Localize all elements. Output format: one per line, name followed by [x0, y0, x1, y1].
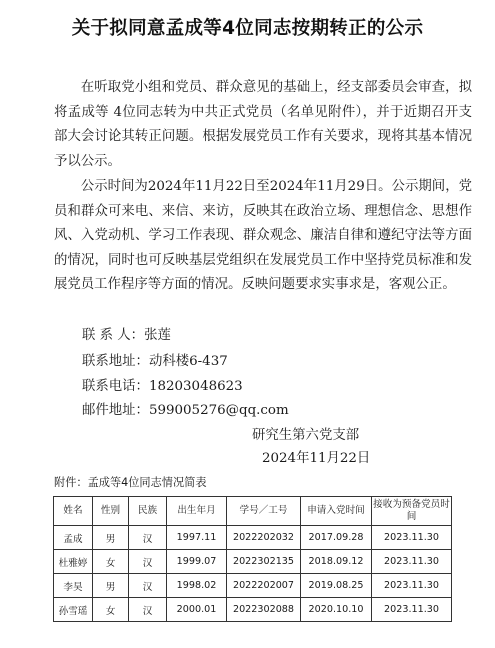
col-header-apply-date: 申请入党时间: [301, 497, 372, 526]
members-table: [53, 496, 452, 622]
contact-person-line: [82, 324, 171, 343]
table-cell: 2018.09.12: [301, 550, 372, 574]
col-header-gender: 性别: [93, 497, 129, 526]
signature-date: 2024年11月22日: [262, 451, 371, 466]
table-cell: 李昊: [54, 574, 93, 598]
table-cell: 1997.11: [167, 526, 227, 550]
contact-person-label: 联 系 人：: [82, 328, 145, 343]
table-cell: 2023.11.30: [372, 574, 452, 598]
body-paragraph-2: 公示时间为2024年11月22日至2024年11月29日。公示期间，党员和群众可来电、来信、来访，反映其在政治立场、理想信念、思想作风、入党动机、学习工作表现、群众观念、廉洁自律和遵纪守法等方面的情况，同时也可反映基层党组织在发展党员工作中坚持党员标准和发展党员工作程序等方面的情况。反映问题要求实事求是，客观公正。: [54, 179, 472, 293]
table-cell: 2019.08.25: [301, 574, 372, 598]
table-cell: 2022202032: [227, 526, 301, 550]
table-cell: 孙雪瑶: [54, 598, 93, 622]
table-cell: 1999.07: [167, 550, 227, 574]
contact-email-label: 邮件地址：: [82, 403, 149, 418]
body-paragraph-1: 在听取党小组和党员、群众意见的基础上，经支部委员会审查，拟将孟成等 4位同志转为中共正式党员（名单见附件），并于近期召开支部大会讨论其转正问题。根据发展党员工作有关要求，现将其基本情况予以公示。: [54, 80, 472, 169]
attachment-title: 附件：孟成等4位同志情况简表: [54, 476, 207, 489]
table-cell: 2000.01: [167, 598, 227, 622]
table-cell: 汉: [129, 526, 167, 550]
table-cell: 男: [93, 526, 129, 550]
table-cell: 汉: [129, 598, 167, 622]
table-row: [54, 574, 452, 598]
table-cell: 杜雅婷: [54, 550, 93, 574]
col-header-probation-date: 接收为预备党员时间: [372, 497, 452, 526]
table-cell: 1998.02: [167, 574, 227, 598]
contact-phone-line: [82, 375, 243, 394]
col-header-name: 姓名: [54, 497, 93, 526]
table-cell: 2020.10.10: [301, 598, 372, 622]
table-cell: 2023.11.30: [372, 550, 452, 574]
table-cell: 孟成: [54, 526, 93, 550]
col-header-birth: 出生年月: [167, 497, 227, 526]
table-cell: 2023.11.30: [372, 526, 452, 550]
contact-address-label: 联系地址：: [82, 354, 149, 369]
contact-address-value: 动科楼6-437: [148, 354, 228, 369]
contact-phone-value: 18203048623: [148, 379, 243, 394]
contact-person-value: 张莲: [144, 328, 171, 343]
table-cell: 女: [93, 550, 129, 574]
table-row: [54, 526, 452, 550]
notice-title: 关于拟同意孟成等4位同志按期转正的公示: [71, 18, 424, 39]
table-cell: 女: [93, 598, 129, 622]
table-cell: 2022202007: [227, 574, 301, 598]
contact-address-line: [82, 350, 228, 369]
table-cell: 2022302135: [227, 550, 301, 574]
table-cell: 汉: [129, 574, 167, 598]
contact-email-line: [82, 399, 289, 418]
col-header-id: 学号／工号: [227, 497, 301, 526]
table-row: [54, 598, 452, 622]
table-cell: 2023.11.30: [372, 598, 452, 622]
table-header-row: [54, 497, 452, 526]
table-cell: 2022302088: [227, 598, 301, 622]
contact-email-value: 599005276@qq.com: [148, 403, 289, 418]
signature-org: 研究生第六党支部: [252, 428, 360, 443]
table-row: [54, 550, 452, 574]
col-header-ethnicity: 民族: [129, 497, 167, 526]
table-cell: 汉: [129, 550, 167, 574]
table-cell: 男: [93, 574, 129, 598]
contact-phone-label: 联系电话：: [82, 379, 149, 394]
table-cell: 2017.09.28: [301, 526, 372, 550]
